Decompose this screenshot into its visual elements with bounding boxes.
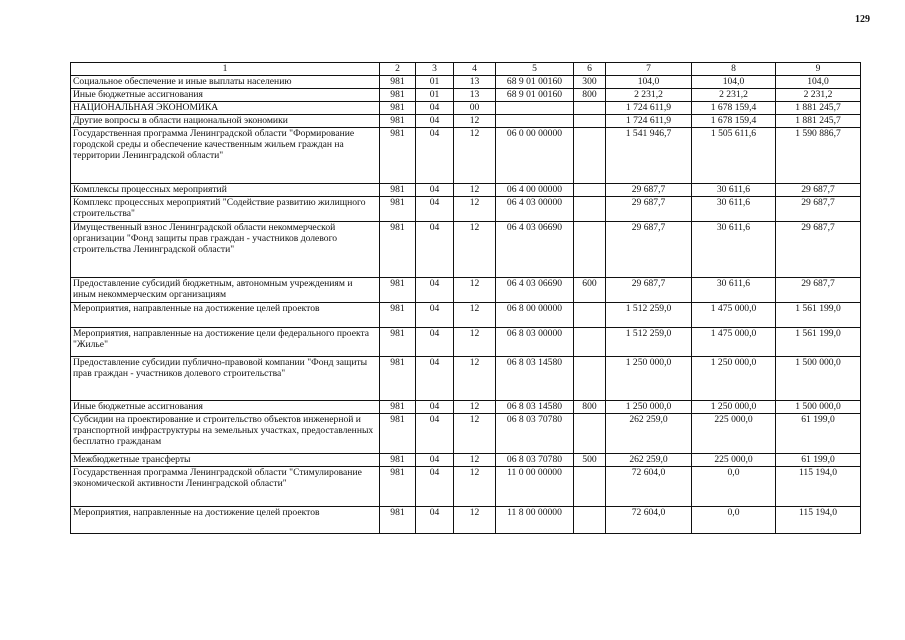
row-value-2: 30 611,6 bbox=[692, 184, 776, 197]
row-value-1: 72 604,0 bbox=[606, 467, 692, 507]
row-value-1: 72 604,0 bbox=[606, 507, 692, 534]
table-row bbox=[71, 184, 861, 197]
row-name: НАЦИОНАЛЬНАЯ ЭКОНОМИКА bbox=[71, 102, 380, 115]
table-row bbox=[71, 278, 861, 303]
table-row bbox=[71, 222, 861, 278]
row-csr: 06 8 03 14580 bbox=[496, 401, 574, 414]
row-name: Комплекс процессных мероприятий "Содействие развитию жилищного строительства" bbox=[71, 197, 380, 222]
row-gr: 981 bbox=[380, 197, 416, 222]
page-number: 129 bbox=[855, 14, 870, 25]
row-rz: 01 bbox=[416, 76, 454, 89]
table-row bbox=[71, 357, 861, 401]
row-pr: 12 bbox=[454, 328, 496, 357]
row-gr: 981 bbox=[380, 115, 416, 128]
row-value-2: 0,0 bbox=[692, 507, 776, 534]
row-name: Имущественный взнос Ленинградской области некоммерческой организации "Фонд защиты прав граждан - участников долевого строительства Ленинградской области" bbox=[71, 222, 380, 278]
row-vr bbox=[574, 357, 606, 401]
table-row bbox=[71, 128, 861, 184]
row-pr: 12 bbox=[454, 222, 496, 278]
row-value-1: 104,0 bbox=[606, 76, 692, 89]
row-vr: 300 bbox=[574, 76, 606, 89]
row-rz: 04 bbox=[416, 414, 454, 454]
row-csr: 06 0 00 00000 bbox=[496, 128, 574, 184]
row-value-2: 30 611,6 bbox=[692, 197, 776, 222]
row-pr: 12 bbox=[454, 115, 496, 128]
row-value-2: 30 611,6 bbox=[692, 278, 776, 303]
row-rz: 04 bbox=[416, 303, 454, 328]
row-vr bbox=[574, 222, 606, 278]
row-rz: 04 bbox=[416, 102, 454, 115]
row-value-3: 1 881 245,7 bbox=[776, 102, 861, 115]
row-name: Субсидии на проектирование и строительство объектов инженерной и транспортной инфраструктуры на земельных участках, предоставленных бесплатно гражданам bbox=[71, 414, 380, 454]
row-value-1: 1 250 000,0 bbox=[606, 357, 692, 401]
row-value-3: 1 881 245,7 bbox=[776, 115, 861, 128]
budget-table bbox=[70, 62, 861, 534]
row-gr: 981 bbox=[380, 102, 416, 115]
row-vr: 500 bbox=[574, 454, 606, 467]
header-cell: 4 bbox=[454, 63, 496, 76]
row-value-3: 29 687,7 bbox=[776, 184, 861, 197]
row-rz: 04 bbox=[416, 357, 454, 401]
row-value-1: 29 687,7 bbox=[606, 184, 692, 197]
row-vr bbox=[574, 414, 606, 454]
header-cell: 8 bbox=[692, 63, 776, 76]
row-pr: 12 bbox=[454, 401, 496, 414]
row-gr: 981 bbox=[380, 184, 416, 197]
row-value-2: 1 475 000,0 bbox=[692, 303, 776, 328]
header-cell: 5 bbox=[496, 63, 574, 76]
row-value-3: 29 687,7 bbox=[776, 222, 861, 278]
header-cell: 9 bbox=[776, 63, 861, 76]
row-value-2: 1 678 159,4 bbox=[692, 115, 776, 128]
row-pr: 12 bbox=[454, 357, 496, 401]
header-cell: 7 bbox=[606, 63, 692, 76]
row-name: Социальное обеспечение и иные выплаты населению bbox=[71, 76, 380, 89]
row-value-2: 1 250 000,0 bbox=[692, 357, 776, 401]
row-csr: 06 4 03 06690 bbox=[496, 278, 574, 303]
row-vr bbox=[574, 184, 606, 197]
row-rz: 04 bbox=[416, 507, 454, 534]
row-value-1: 29 687,7 bbox=[606, 197, 692, 222]
row-vr bbox=[574, 328, 606, 357]
row-value-2: 1 505 611,6 bbox=[692, 128, 776, 184]
row-gr: 981 bbox=[380, 128, 416, 184]
row-pr: 13 bbox=[454, 89, 496, 102]
row-name: Иные бюджетные ассигнования bbox=[71, 89, 380, 102]
row-vr: 800 bbox=[574, 401, 606, 414]
row-rz: 04 bbox=[416, 222, 454, 278]
header-cell: 3 bbox=[416, 63, 454, 76]
row-name: Мероприятия, направленные на достижение цели федерального проекта "Жилье" bbox=[71, 328, 380, 357]
table-row bbox=[71, 507, 861, 534]
table-row bbox=[71, 89, 861, 102]
row-value-1: 29 687,7 bbox=[606, 278, 692, 303]
row-rz: 04 bbox=[416, 401, 454, 414]
row-value-3: 1 500 000,0 bbox=[776, 401, 861, 414]
row-value-1: 29 687,7 bbox=[606, 222, 692, 278]
row-value-1: 2 231,2 bbox=[606, 89, 692, 102]
row-name: Государственная программа Ленинградской области "Стимулирование экономической активности Ленинградской области" bbox=[71, 467, 380, 507]
row-value-2: 1 250 000,0 bbox=[692, 401, 776, 414]
row-name: Предоставление субсидий бюджетным, автономным учреждениям и иным некоммерческим организациям bbox=[71, 278, 380, 303]
row-csr: 06 8 03 70780 bbox=[496, 454, 574, 467]
row-pr: 12 bbox=[454, 278, 496, 303]
row-gr: 981 bbox=[380, 89, 416, 102]
row-name: Мероприятия, направленные на достижение целей проектов bbox=[71, 507, 380, 534]
row-pr: 12 bbox=[454, 184, 496, 197]
row-value-2: 225 000,0 bbox=[692, 414, 776, 454]
row-pr: 00 bbox=[454, 102, 496, 115]
row-rz: 04 bbox=[416, 197, 454, 222]
row-value-1: 262 259,0 bbox=[606, 454, 692, 467]
row-value-2: 30 611,6 bbox=[692, 222, 776, 278]
row-gr: 981 bbox=[380, 401, 416, 414]
row-csr bbox=[496, 102, 574, 115]
row-vr bbox=[574, 197, 606, 222]
row-csr: 06 4 00 00000 bbox=[496, 184, 574, 197]
row-name: Комплексы процессных мероприятий bbox=[71, 184, 380, 197]
row-gr: 981 bbox=[380, 357, 416, 401]
row-value-3: 115 194,0 bbox=[776, 507, 861, 534]
row-pr: 12 bbox=[454, 414, 496, 454]
row-rz: 04 bbox=[416, 115, 454, 128]
row-rz: 04 bbox=[416, 454, 454, 467]
row-rz: 04 bbox=[416, 467, 454, 507]
row-value-1: 1 250 000,0 bbox=[606, 401, 692, 414]
row-gr: 981 bbox=[380, 467, 416, 507]
row-rz: 04 bbox=[416, 128, 454, 184]
row-value-1: 262 259,0 bbox=[606, 414, 692, 454]
row-vr bbox=[574, 102, 606, 115]
row-pr: 12 bbox=[454, 454, 496, 467]
row-name: Другие вопросы в области национальной экономики bbox=[71, 115, 380, 128]
row-csr: 06 8 03 00000 bbox=[496, 328, 574, 357]
row-gr: 981 bbox=[380, 328, 416, 357]
row-vr bbox=[574, 303, 606, 328]
row-gr: 981 bbox=[380, 222, 416, 278]
row-pr: 12 bbox=[454, 128, 496, 184]
row-value-3: 1 561 199,0 bbox=[776, 328, 861, 357]
header-row bbox=[71, 63, 861, 76]
row-vr bbox=[574, 467, 606, 507]
row-value-3: 104,0 bbox=[776, 76, 861, 89]
row-value-1: 1 512 259,0 bbox=[606, 303, 692, 328]
header-cell: 1 bbox=[71, 63, 380, 76]
row-value-3: 1 561 199,0 bbox=[776, 303, 861, 328]
row-pr: 12 bbox=[454, 507, 496, 534]
row-name: Иные бюджетные ассигнования bbox=[71, 401, 380, 414]
row-gr: 981 bbox=[380, 278, 416, 303]
table-row bbox=[71, 401, 861, 414]
row-value-1: 1 512 259,0 bbox=[606, 328, 692, 357]
row-csr: 06 8 03 14580 bbox=[496, 357, 574, 401]
header-cell: 6 bbox=[574, 63, 606, 76]
row-csr: 11 8 00 00000 bbox=[496, 507, 574, 534]
table-row bbox=[71, 76, 861, 89]
row-csr: 11 0 00 00000 bbox=[496, 467, 574, 507]
table-row bbox=[71, 467, 861, 507]
row-value-3: 29 687,7 bbox=[776, 197, 861, 222]
row-csr bbox=[496, 115, 574, 128]
row-rz: 04 bbox=[416, 184, 454, 197]
row-value-1: 1 724 611,9 bbox=[606, 115, 692, 128]
row-value-2: 225 000,0 bbox=[692, 454, 776, 467]
row-pr: 13 bbox=[454, 76, 496, 89]
row-name: Предоставление субсидии публично-правовой компании "Фонд защиты прав граждан - участников долевого строительства" bbox=[71, 357, 380, 401]
row-value-1: 1 541 946,7 bbox=[606, 128, 692, 184]
row-vr: 800 bbox=[574, 89, 606, 102]
table-row bbox=[71, 303, 861, 328]
row-value-3: 61 199,0 bbox=[776, 454, 861, 467]
row-vr: 600 bbox=[574, 278, 606, 303]
row-value-2: 0,0 bbox=[692, 467, 776, 507]
row-gr: 981 bbox=[380, 507, 416, 534]
row-pr: 12 bbox=[454, 303, 496, 328]
row-csr: 06 4 03 00000 bbox=[496, 197, 574, 222]
row-csr: 68 9 01 00160 bbox=[496, 76, 574, 89]
row-gr: 981 bbox=[380, 303, 416, 328]
row-value-3: 2 231,2 bbox=[776, 89, 861, 102]
row-csr: 06 8 03 70780 bbox=[496, 414, 574, 454]
row-value-3: 61 199,0 bbox=[776, 414, 861, 454]
table-row bbox=[71, 115, 861, 128]
row-value-2: 2 231,2 bbox=[692, 89, 776, 102]
row-value-3: 1 500 000,0 bbox=[776, 357, 861, 401]
row-gr: 981 bbox=[380, 454, 416, 467]
row-value-1: 1 724 611,9 bbox=[606, 102, 692, 115]
row-rz: 04 bbox=[416, 278, 454, 303]
table-row bbox=[71, 454, 861, 467]
table-row bbox=[71, 197, 861, 222]
row-name: Государственная программа Ленинградской области "Формирование городской среды и обеспечение качественным жильем граждан на территории Ленинградской области" bbox=[71, 128, 380, 184]
row-value-3: 115 194,0 bbox=[776, 467, 861, 507]
row-vr bbox=[574, 507, 606, 534]
row-rz: 01 bbox=[416, 89, 454, 102]
row-name: Мероприятия, направленные на достижение целей проектов bbox=[71, 303, 380, 328]
table-row bbox=[71, 414, 861, 454]
row-value-3: 29 687,7 bbox=[776, 278, 861, 303]
row-pr: 12 bbox=[454, 467, 496, 507]
row-value-2: 104,0 bbox=[692, 76, 776, 89]
row-vr bbox=[574, 115, 606, 128]
row-value-3: 1 590 886,7 bbox=[776, 128, 861, 184]
row-value-2: 1 678 159,4 bbox=[692, 102, 776, 115]
row-gr: 981 bbox=[380, 76, 416, 89]
row-vr bbox=[574, 128, 606, 184]
table-row bbox=[71, 328, 861, 357]
row-pr: 12 bbox=[454, 197, 496, 222]
row-gr: 981 bbox=[380, 414, 416, 454]
row-rz: 04 bbox=[416, 328, 454, 357]
row-csr: 06 4 03 06690 bbox=[496, 222, 574, 278]
table-row bbox=[71, 102, 861, 115]
row-value-2: 1 475 000,0 bbox=[692, 328, 776, 357]
row-csr: 06 8 00 00000 bbox=[496, 303, 574, 328]
row-csr: 68 9 01 00160 bbox=[496, 89, 574, 102]
header-cell: 2 bbox=[380, 63, 416, 76]
row-name: Межбюджетные трансферты bbox=[71, 454, 380, 467]
